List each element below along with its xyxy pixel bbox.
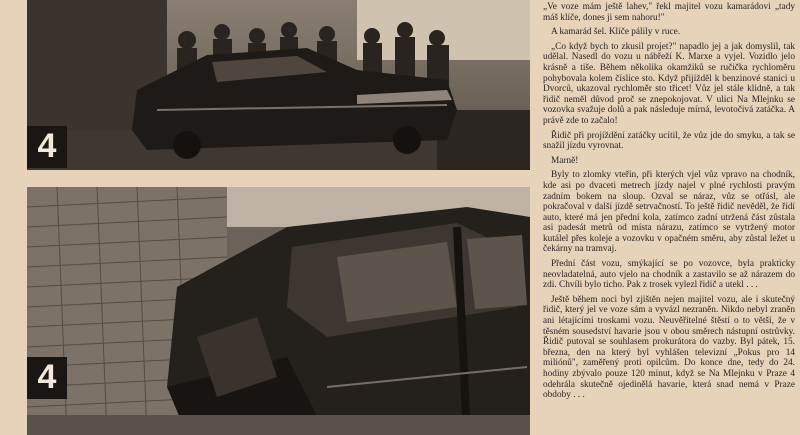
photo-number-badge: 4 <box>27 357 67 399</box>
article-paragraph: Ještě během noci byl zjištěn nejen majitel vozu, ale i skutečný řidič, který jel ve voze sám a vyvázl nezraněn. Nikdo nebyl zraněn ani létajícími troskami vozu. Neuvěřitelné štěstí o to větší, že v těsném sousedství havarie jsou v obou směrech nástupní ostrůvky. Řidič putoval se souhlasem prokurátora do vazby. Byl pátek, 15. března, den na který byl vyhlášen televizní „Pokus pro 14 miliónů", zaměřený proti opilcům. Do konce dne, tedy do 24. hodiny zbývalo pouze 120 minut, když se Na Mlejnku v Praze 4 odehrála skutečně ojedinělá havarie, která snad nemá v Praze obdoby . . . <box>543 294 795 401</box>
article-paragraph: Byly to zlomky vteřin, při kterých vjel vůz vpravo na chodník, kde asi po dvaceti metrech jízdy najel v plné rychlosti pravým zadním bokem na sloup. Ozval se náraz, vůz se otřásl, ale pokračoval v další jízdě setrvačností. To ještě řidič nevěděl, že řídí auto, které má jen přední kola, zatímco zadní utržená část zůstala asi padesát metrů od místa nárazu, zatímco se vytržený motor kutálel přes koleje a vozovku v opačném směru, aby zůstal ležet u čekárny na tramvaj. <box>543 170 795 255</box>
article-paragraph: „Co když bych to zkusil projet?" napadlo jej a jak domyslil, tak udělal. Nasedl do vozu u nábřeží K. Marxe a vyjel. Vozidlo jelo krásně a tiše. Během několika okamžiků se ručička rychloměru pohybovala kolem číslice sto. Když přijížděl k benzinové stanici u Dvorců, ukazoval rychloměr sto třicet! Vůz jel stále klidně, a tak řidič neměl důvod proč se znepokojovat. V ulici Na Mlejnku se vozovka svažuje dolů a pak následuje mírná, levotočivá zatáčka. A právě zde to začalo! <box>543 41 795 126</box>
article-paragraph: Přední část vozu, smýkající se po vozovce, byla prakticky neovladatelná, auto vjelo na chodník a zastavilo se až nárazem do zdi. Chvíli bylo ticho. Pak z trosek vylezl řidič a utekl . . . <box>543 259 795 291</box>
car-crowd-illustration <box>27 0 530 170</box>
article-paragraph: Marně! <box>551 155 579 166</box>
photo-wrecked-car <box>27 187 530 435</box>
article-text-column <box>543 2 795 405</box>
article-paragraph: „Ve voze mám ještě lahev," řekl majitel vozu kamarádovi „tady máš klíče, dones ji sem nahoru!" <box>543 2 795 23</box>
article-paragraph: A kamarád šel. Klíče pálily v ruce. <box>551 27 681 38</box>
article-paragraph: Řidič při projíždění zatáčky ucítil, že vůz jde do smyku, a tak se snažil jízdu vyrovnat. <box>543 130 795 152</box>
wrecked-car-illustration <box>27 187 530 435</box>
photo-number-badge: 4 <box>27 126 67 168</box>
photo-crowd-around-car <box>27 0 530 170</box>
